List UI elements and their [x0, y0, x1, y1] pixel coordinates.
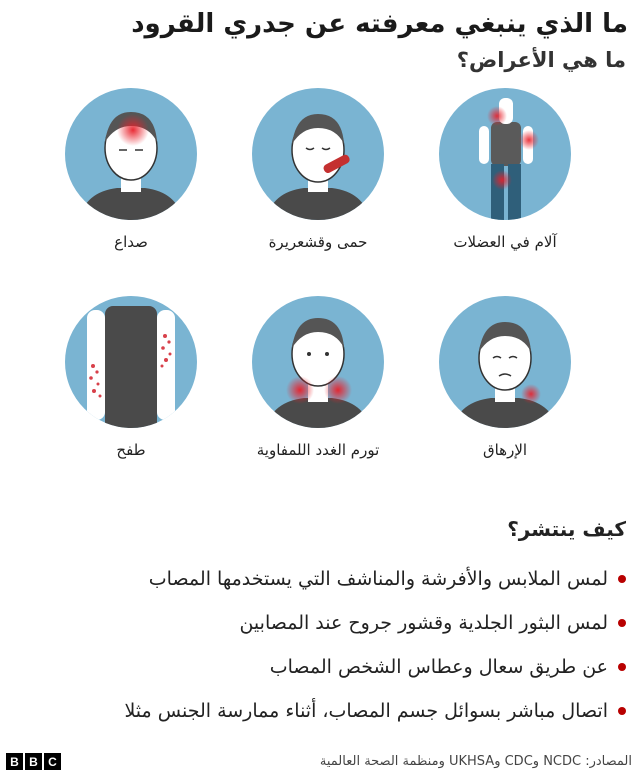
swollen-glands-icon [252, 296, 384, 428]
list-item: لمس البثور الجلدية وقشور جروح عند المصابين [18, 606, 628, 650]
spread-list [18, 562, 628, 738]
symptom-exhaustion [420, 296, 590, 460]
symptom-rash [46, 296, 216, 460]
symptom-muscle-pain [420, 88, 590, 252]
exhaustion-icon [439, 296, 571, 428]
symptom-swollen-glands [233, 296, 403, 460]
symptom-label: تورم الغدد اللمفاوية [256, 441, 380, 459]
symptom-headache [46, 88, 216, 252]
footer [0, 750, 640, 774]
symptom-fever [233, 88, 403, 252]
list-item: عن طريق سعال وعطاس الشخص المصاب [18, 650, 628, 694]
symptom-label: طفح [116, 441, 146, 459]
bullet-icon [618, 619, 626, 627]
symptom-label: صداع [114, 233, 148, 251]
muscle-pain-icon [439, 88, 571, 220]
bullet-icon [618, 663, 626, 671]
list-item: اتصال مباشر بسوائل جسم المصاب، أثناء ممارسة الجنس مثلا [18, 694, 628, 738]
symptoms-subtitle: ما هي الأعراض؟ [456, 48, 626, 72]
headache-icon [65, 88, 197, 220]
symptom-label: آلام في العضلات [453, 233, 557, 251]
symptom-label: الإرهاق [482, 441, 528, 459]
source-text: المصادر: NCDC وCDC وUKHSA ومنظمة الصحة العالمية [319, 754, 632, 769]
bullet-icon [618, 707, 626, 715]
bullet-icon [618, 575, 626, 583]
page-title: ما الذي ينبغي معرفته عن جدري القرود [131, 9, 628, 39]
list-item: لمس الملابس والأفرشة والمناشف التي يستخدمها المصاب [18, 562, 628, 606]
symptom-label: حمى وقشعريرة [268, 233, 368, 251]
rash-icon [65, 296, 197, 428]
fever-thermometer-icon [252, 88, 384, 220]
spread-title: كيف ينتشر؟ [507, 517, 626, 541]
bbc-logo: B B C [6, 753, 61, 770]
